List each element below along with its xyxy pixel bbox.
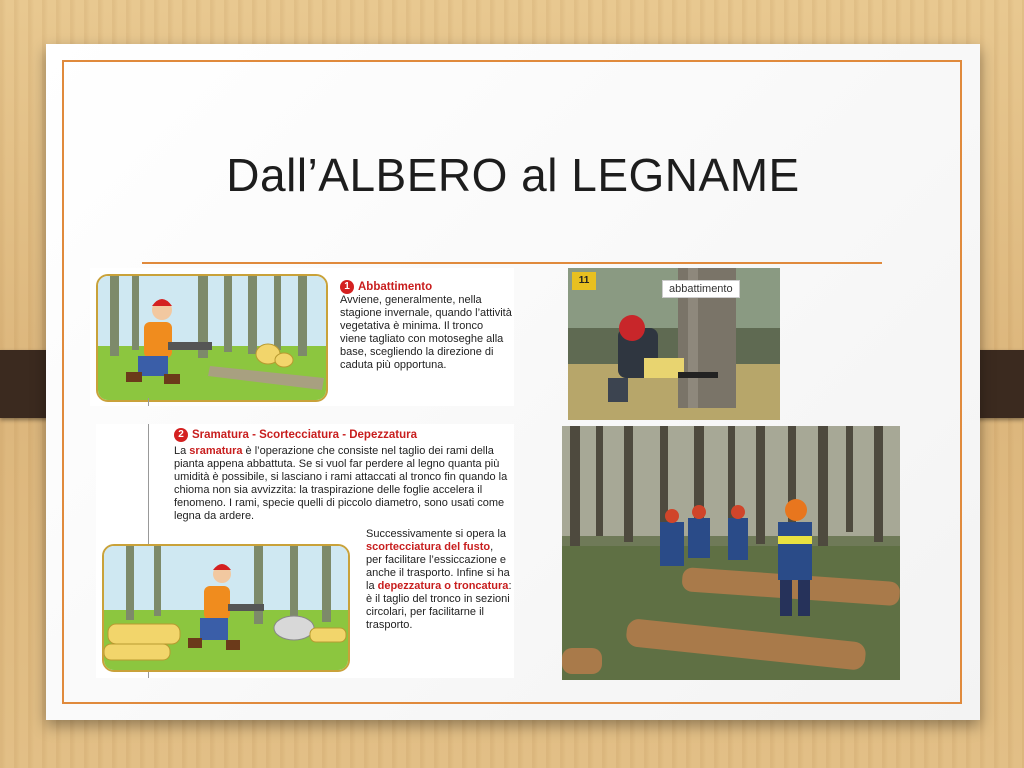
panel2-intro: La sramatura è l’operazione che consiste nel taglio dei rami della pianta appena abbattuta. Se si vuol far perdere al legno quanta più umidità è possibile, si lasciano i rami attaccati al tronco fin quando la chioma non sia avvizzita: la traspirazione delle foglie accelera il fenomeno. I rami, specie quelli di piccolo diametro, sono usati come legna da ardere. bbox=[174, 445, 508, 522]
panel1-body: Avviene, generalmente, nella stagione invernale, quando l’attività vegetativa è minima. Il tronco viene tagliato con motoseghe alla base, scegliendo la direzione di caduta più opportuna. bbox=[340, 294, 512, 371]
panel-sramatura bbox=[96, 424, 514, 678]
panel-abbattimento bbox=[90, 268, 514, 406]
panel2-heading: 2 Sramatura - Scortecciatura - Depezzatura bbox=[174, 428, 514, 442]
step-2-badge: 2 bbox=[174, 428, 188, 442]
lumberjack-felling-illustration bbox=[96, 274, 328, 402]
panel1-heading: 1 Abbattimento bbox=[340, 280, 512, 294]
title-underline bbox=[142, 262, 882, 264]
panel2-continued: Successivamente si opera la scortecciatura del fusto, per facilitare l’essiccazione e anche il trasporto. Infine si ha la depezzatura o troncatura: è il taglio del tronco in sezioni circolari, per facilitarne il trasporto. bbox=[366, 528, 512, 631]
slide-title: Dall’ALBERO al LEGNAME bbox=[226, 149, 800, 201]
step-1-badge: 1 bbox=[340, 280, 354, 294]
panel1-margin-line bbox=[148, 398, 149, 406]
slide bbox=[46, 44, 980, 720]
lumberjack-limbing-illustration bbox=[102, 544, 350, 672]
photo-caption: abbattimento bbox=[662, 280, 740, 298]
photo-number-badge: 11 bbox=[572, 272, 596, 290]
photo-forest-workers bbox=[562, 426, 900, 680]
panel1-text bbox=[340, 280, 512, 372]
photo-felling bbox=[568, 268, 780, 420]
